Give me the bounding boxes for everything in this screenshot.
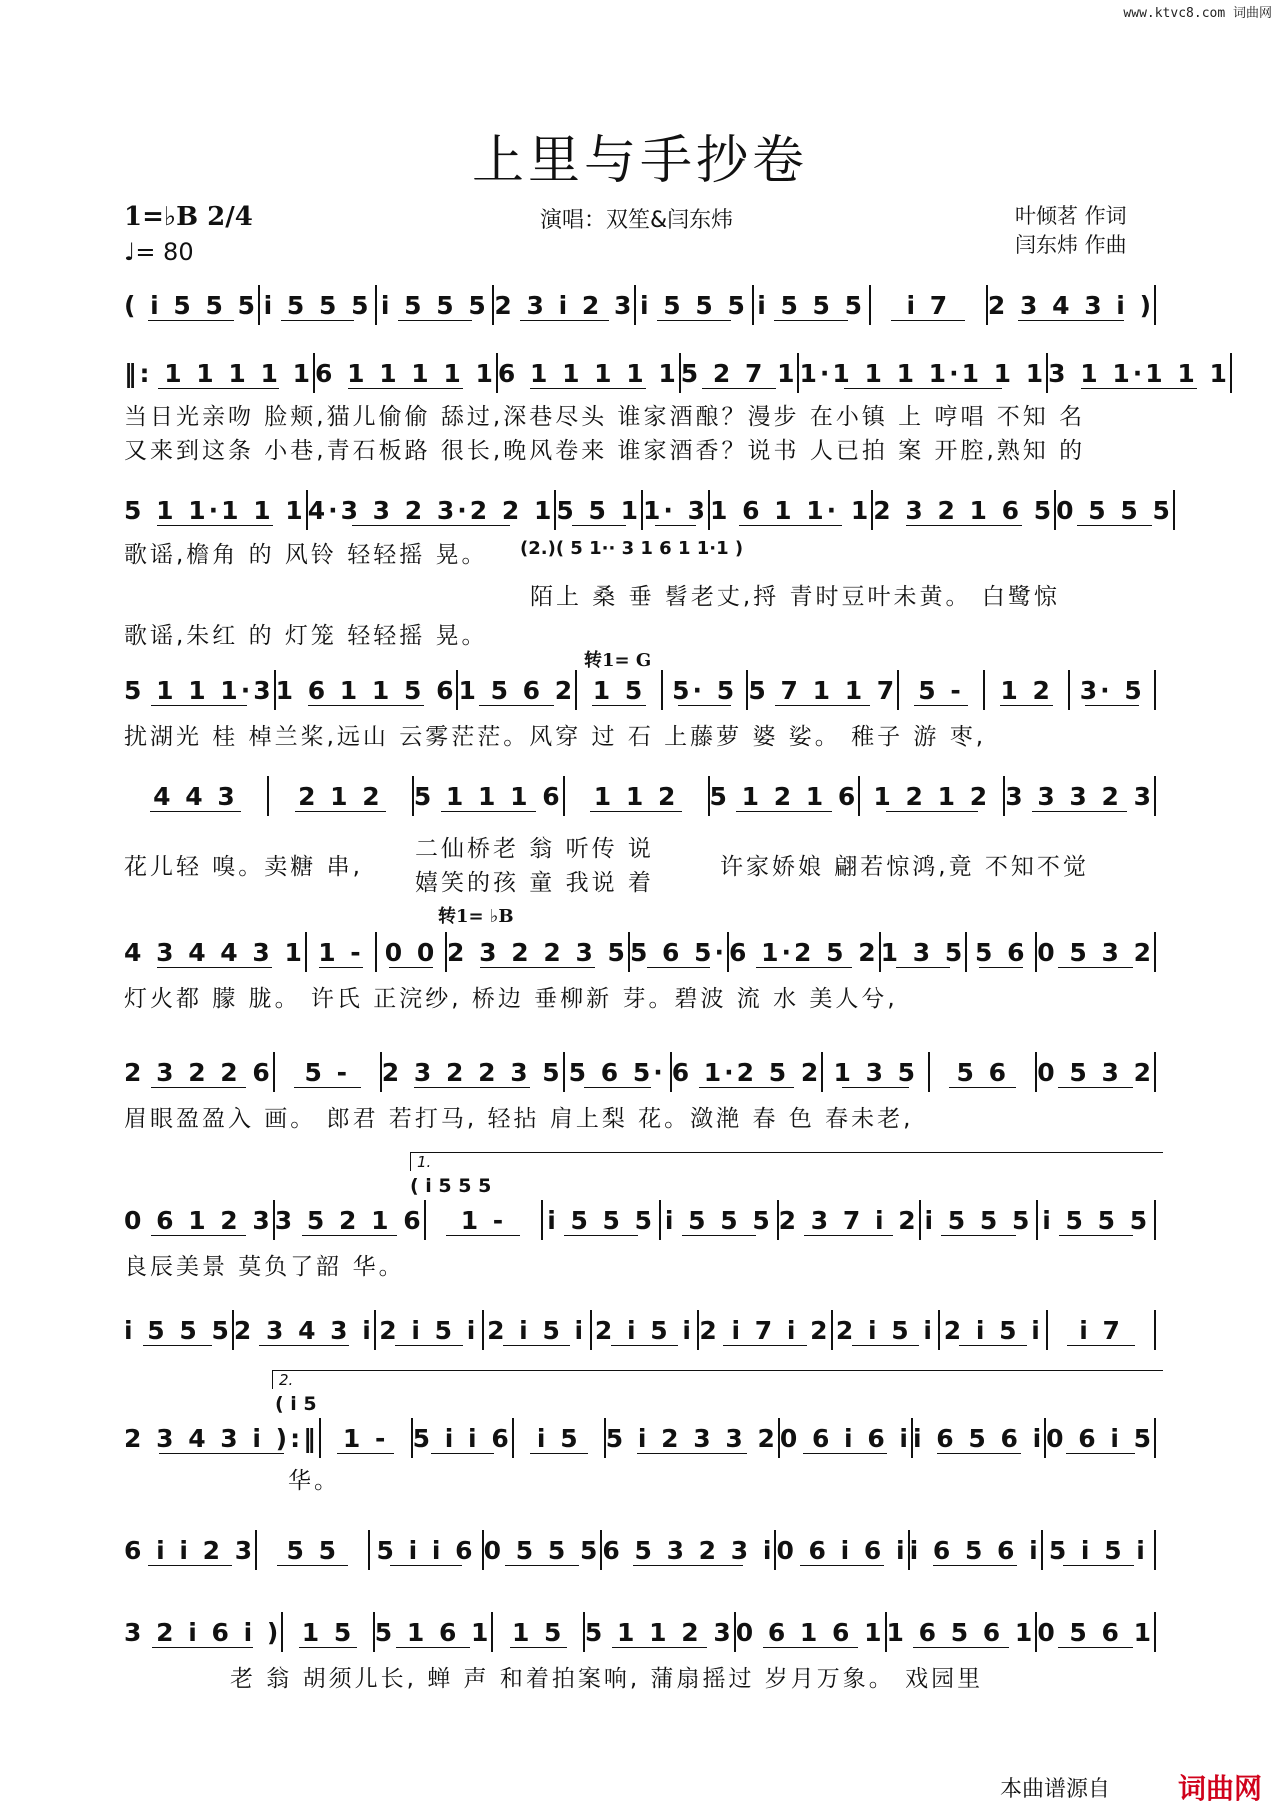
measure: 5 1 1 2 3 — [585, 1612, 736, 1652]
measure: 5 6 5· — [630, 932, 729, 972]
key-change-g: 转1= G — [584, 650, 652, 671]
measure: 2 i 5 i — [833, 1310, 941, 1350]
notation-row-2 — [124, 353, 1230, 393]
notation-row-5 — [124, 776, 1156, 816]
measure: 5 1 1 1 6 — [414, 776, 565, 816]
measure: 5 5 — [257, 1530, 370, 1570]
notation-row-10 — [124, 1418, 1156, 1458]
lyricist-credit: 叶倾茗 作词 — [1015, 204, 1127, 228]
key-signature: 1=♭B 2/4 — [124, 202, 253, 232]
measure: 0 6 i 5 — [1046, 1418, 1156, 1458]
measure: 1 - — [307, 932, 377, 972]
measure: 1 1 2 — [565, 776, 710, 816]
measure: i 7 — [1048, 1310, 1156, 1350]
measure: 0 5 3 2 — [1037, 1052, 1156, 1092]
measure: 4 4 3 — [124, 776, 269, 816]
measure: i 5 5 5 — [921, 1200, 1039, 1240]
measure: 5· 5 — [663, 670, 749, 710]
brand-logo: 词曲网 — [1177, 1772, 1262, 1805]
singer-credit: 演唱：双笙&闫东炜 — [540, 208, 734, 233]
measure: 6 1 1 1 1 1 — [315, 353, 498, 393]
measure: 6 1 1 1 1 1 — [498, 353, 681, 393]
lyric-line: 歌谣,朱红 的 灯笼 轻轻摇 晃。 — [124, 623, 488, 649]
measure: 0 0 — [377, 932, 447, 972]
measure: 1 5 — [493, 1612, 584, 1652]
measure: 1 3 5 — [881, 932, 968, 972]
measure: 0 6 1 6 1 — [736, 1612, 887, 1652]
lyric-line: 眉眼盈盈入 画。 郎君 若打马, 轻拈 肩上梨 花。潋滟 春 色 春未老, — [124, 1106, 914, 1132]
notation-row-9 — [124, 1310, 1156, 1350]
lyric-line: 嬉笑的孩 童 我说 着 — [415, 870, 654, 896]
measure: 2 3 2 2 3 5 — [382, 1052, 565, 1092]
lyric-line: 又来到这条 小巷,青石板路 很长,晚风卷来 谁家酒香？说书 人已拍 案 开腔,熟知 的 — [124, 438, 1086, 464]
measure: 0 6 1 2 3 — [124, 1200, 275, 1240]
key-change-bflat: 转1= ♭B — [438, 906, 514, 927]
inset-notation: (2.)( 5 1·· 3 1 6 1 1·1 ) — [520, 538, 744, 559]
source-note: 本曲谱源自 — [999, 1777, 1110, 1802]
measure: 3 2 i 6 i ) — [124, 1612, 283, 1652]
lyric-line: 歌谣,檐角 的 风铃 轻轻摇 晃。 — [124, 542, 488, 568]
measure: 5 1 6 1 — [375, 1612, 494, 1652]
lyric-line: 灯火都 朦 胧。 许氏 正浣纱, 桥边 垂柳新 芽。碧波 流 水 美人兮, — [124, 986, 898, 1012]
lyric-line: 老 翁 胡须儿长, 蝉 声 和着拍案响, 蒲扇摇过 岁月万象。 戏园里 — [230, 1666, 984, 1692]
measure: 2 3 4 3 i ):‖ — [124, 1418, 321, 1458]
measure: 2 3 i 2 3 — [494, 285, 636, 325]
volta2-small: ( i 5 — [275, 1393, 317, 1415]
measure: 6 i i 2 3 — [124, 1530, 257, 1570]
measure: 3 5 2 1 6 — [275, 1200, 426, 1240]
lyric-line: 当日光亲吻 脸颊,猫儿偷偷 舔过,深巷尽头 谁家酒酿？漫步 在小镇 上 哼唱 不知 名 — [124, 404, 1086, 430]
measure: 4 3 4 4 3 1 — [124, 932, 307, 972]
measure: 5 5 1 — [556, 490, 643, 530]
measure: 4·3 3 2 3·2 2 1 — [308, 490, 557, 530]
notation-row-7 — [124, 1052, 1156, 1092]
intro-small: ( i 5 5 5 — [410, 1175, 492, 1197]
measure: 3· 5 — [1070, 670, 1156, 710]
measure: 2 i 5 i — [940, 1310, 1048, 1350]
notation-row-12 — [124, 1612, 1156, 1652]
lyric-line: 良辰美景 莫负了韶 华。 — [124, 1254, 405, 1280]
lyric-line: 二仙桥老 翁 听传 说 — [415, 836, 654, 862]
measure: 2 1 2 — [269, 776, 414, 816]
measure: 3 3 3 2 3 — [1005, 776, 1156, 816]
measure: 1 5 — [283, 1612, 374, 1652]
measure: 5 1 1·1 1 1 — [124, 490, 308, 530]
measure: 2 3 2 2 6 — [124, 1052, 275, 1092]
measure: i 5 5 5 — [377, 285, 494, 325]
measure: 5 6 5· — [565, 1052, 672, 1092]
measure: 2 3 4 3 i — [234, 1310, 376, 1350]
measure: i 6 5 6 i — [910, 1530, 1043, 1570]
notation-row-11 — [124, 1530, 1156, 1570]
measure: 1 6 1 1 5 6 — [276, 670, 459, 710]
measure: 1 2 — [985, 670, 1071, 710]
measure: 3 1 1·1 1 1 — [1048, 353, 1232, 393]
measure: i 5 5 5 — [543, 1200, 661, 1240]
measure: 1 3 5 — [823, 1052, 930, 1092]
measure: 2 3 2 1 6 5 — [873, 490, 1056, 530]
lyric-line: 花儿轻 嗅。卖糖 串, — [124, 854, 363, 880]
measure: 1 6 1 1· 1 — [710, 490, 873, 530]
measure: 2 3 4 3 i ) — [988, 285, 1156, 325]
measure: 5 7 1 1 7 — [748, 670, 899, 710]
notation-row-4 — [124, 670, 1156, 710]
measure: 5 2 7 1 — [681, 353, 800, 393]
measure: i 5 — [514, 1418, 606, 1458]
measure: 6 1·2 5 2 — [672, 1052, 824, 1092]
lyric-line: 扰湖光 桂 棹兰桨,远山 云雾茫茫。风穿 过 石 上藤萝 婆 娑。 稚子 游 枣, — [124, 724, 987, 750]
measure: 1· 3 — [643, 490, 710, 530]
measure: 5 1 2 1 6 — [710, 776, 861, 816]
lyric-line: 许家娇娘 翩若惊鸿,竟 不知不觉 — [720, 854, 1089, 880]
measure: 2 i 5 i — [484, 1310, 592, 1350]
composer-credit: 闫东炜 作曲 — [1015, 233, 1127, 257]
measure: 2 3 7 i 2 — [779, 1200, 921, 1240]
volta-bracket-2: 2. — [272, 1370, 1163, 1389]
measure: i 5 5 5 — [260, 285, 377, 325]
measure: 0 5 5 5 — [1056, 490, 1175, 530]
measure: 1·1 1 1 1·1 1 1 — [799, 353, 1048, 393]
measure: i 5 5 5 — [124, 1310, 234, 1350]
measure: 5 6 — [967, 932, 1037, 972]
measure: i 5 5 5 — [754, 285, 871, 325]
measure: 1 - — [426, 1200, 544, 1240]
measure: i 6 5 6 i — [913, 1418, 1046, 1458]
notation-row-8 — [124, 1200, 1156, 1240]
measure: 5 i 2 3 3 2 — [606, 1418, 780, 1458]
measure: 1 5 — [577, 670, 663, 710]
measure: 5 6 — [930, 1052, 1037, 1092]
measure: ( i 5 5 5 — [124, 285, 260, 325]
measure: 1 2 1 2 — [860, 776, 1005, 816]
measure: 1 5 6 2 — [458, 670, 577, 710]
measure: 1 6 5 6 1 — [887, 1612, 1038, 1652]
measure: 5 i i 6 — [370, 1530, 483, 1570]
measure: 5 i 5 i — [1043, 1530, 1156, 1570]
measure: ‖: 1 1 1 1 1 — [124, 353, 315, 393]
lyric-line: 陌上 桑 垂 髫老丈,捋 青时豆叶未黄。 白鹭惊 — [530, 584, 1060, 610]
measure: 2 i 5 i — [376, 1310, 484, 1350]
measure: 6 5 3 2 3 i — [602, 1530, 776, 1570]
measure: 0 6 i 6 i — [780, 1418, 913, 1458]
lyric-line: 华。 — [288, 1468, 340, 1494]
notation-row-6 — [124, 932, 1156, 972]
measure: 0 5 3 2 — [1037, 932, 1156, 972]
volta-bracket-1: 1. — [410, 1152, 1163, 1171]
measure: 2 i 7 i 2 — [699, 1310, 832, 1350]
measure: 5 - — [275, 1052, 382, 1092]
measure: 1 - — [321, 1418, 413, 1458]
measure: 5 1 1 1·3 — [124, 670, 276, 710]
measure: 5 i i 6 — [413, 1418, 514, 1458]
song-title: 上里与手抄卷 — [471, 131, 808, 191]
measure: i 5 5 5 — [661, 1200, 779, 1240]
measure: 5 - — [899, 670, 985, 710]
measure: i 5 5 5 — [1038, 1200, 1156, 1240]
measure: 0 5 6 1 — [1037, 1612, 1156, 1652]
measure: i 5 5 5 — [636, 285, 753, 325]
notation-row-1 — [124, 285, 1156, 325]
tempo-marking: ♩= 80 — [124, 238, 194, 266]
measure: 6 1·2 5 2 — [729, 932, 881, 972]
site-watermark: www.ktvc8.com 词曲网 — [1123, 6, 1272, 21]
measure: 0 5 5 5 — [484, 1530, 603, 1570]
measure: 0 6 i 6 i — [776, 1530, 909, 1570]
measure: 2 3 2 2 3 5 — [447, 932, 630, 972]
measure: i 7 — [871, 285, 988, 325]
notation-row-3 — [124, 490, 1173, 530]
measure: 2 i 5 i — [592, 1310, 700, 1350]
